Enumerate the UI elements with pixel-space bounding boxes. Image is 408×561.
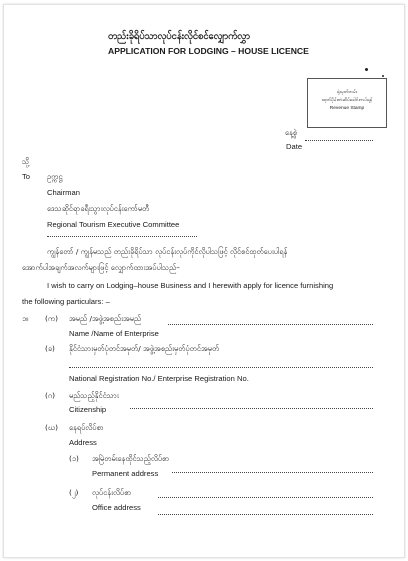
item-1-number: ၁။: [22, 314, 29, 323]
permanent-address-label-myanmar: အမြဲတမ်းနေထိုင်သည့်လိပ်စာ: [92, 454, 170, 463]
intro-myanmar-line-2: အောက်ပါအချက်အလက်များဖြင့် လျှောက်ထားအပ်ပါသည်–: [22, 263, 180, 272]
salutation-myanmar: သို့: [22, 157, 30, 166]
sub-1-number: (၁): [69, 454, 79, 463]
recipient-underline: [47, 236, 197, 237]
to-label: To: [22, 172, 31, 181]
stamp-line-3: Revenue Stamp: [329, 106, 365, 111]
name-field[interactable]: [168, 324, 373, 325]
committee-label: Regional Tourism Executive Committee: [47, 220, 180, 229]
registration-label-myanmar: နိုင်ငံသားမှတ်ပုံတင်အမှတ်/ အဖွဲ့အစည်းမှတ်ပုံတင်အမှတ်: [69, 344, 220, 353]
permanent-address-label: Permanent address: [92, 469, 159, 478]
registration-field[interactable]: [69, 367, 373, 368]
citizenship-field[interactable]: [130, 408, 373, 409]
date-label-myanmar: နေ့စွဲ: [285, 128, 297, 137]
item-c-letter: (ဂ): [45, 391, 55, 400]
office-address-label: Office address: [92, 503, 141, 512]
address-label-myanmar: နေရပ်လိပ်စာ: [69, 423, 104, 432]
date-label: Date: [286, 142, 303, 151]
item-d-letter: (ဃ): [45, 423, 58, 432]
item-a-letter: (က): [45, 314, 58, 323]
chairman-label: Chairman: [47, 188, 80, 197]
chairman-myanmar: ဥက္ကဋ္ဌ: [47, 172, 63, 181]
office-address-field-line-2[interactable]: [158, 514, 373, 515]
name-label: Name /Name of Enterprise: [69, 329, 159, 338]
ink-mark: [365, 68, 368, 71]
stamp-line-1: ရုံးမှတ်တမ်း: [336, 90, 357, 95]
office-address-field-line-1[interactable]: [158, 497, 373, 498]
committee-myanmar: ဒေသဆိုင်ရာခရီးသွားလုပ်ငန်းကော်မတီ: [47, 204, 150, 213]
title-myanmar: တည်းခိုရိပ်သာလုပ်ငန်းလိုင်စင်လျှောက်လွှာ: [108, 31, 250, 42]
revenue-stamp-box: [307, 78, 387, 128]
date-field[interactable]: [305, 140, 373, 141]
name-label-myanmar: အမည် /အဖွဲ့အစည်းအမည်: [69, 314, 142, 323]
sub-2-number: (၂): [69, 488, 79, 497]
title-english: APPLICATION FOR LODGING – HOUSE LICENCE: [108, 46, 309, 56]
citizenship-label-myanmar: မည်သည့်နိုင်ငံသား: [69, 391, 119, 400]
citizenship-label: Citizenship: [69, 405, 107, 414]
registration-label: National Registration No./ Enterprise Registration No.: [69, 374, 249, 383]
ink-mark: [382, 75, 384, 77]
item-b-letter: (ခ): [45, 344, 55, 353]
intro-myanmar-line-1: ကျွန်တော် / ကျွန်မသည် တည်းခိုရိပ်သာ လုပ်ငန်းလုပ်ကိုင်လိုပါသဖြင့် လိုင်စင်ထုတ်ပေးပါရန်: [47, 247, 288, 256]
stamp-line-2: ထုတ်ပိုမ်းတံဆိပ်ခေါင်းကပ်ရန်: [321, 98, 373, 103]
office-address-label-myanmar: လုပ်ငန်းလိပ်စာ: [92, 488, 132, 497]
intro-english-line-2: the following particulars: –: [22, 297, 110, 306]
permanent-address-field[interactable]: [172, 472, 373, 473]
intro-english-line-1: I wish to carry on Lodging–house Business and I herewith apply for licence furnishing: [47, 281, 334, 290]
address-label: Address: [69, 438, 97, 447]
